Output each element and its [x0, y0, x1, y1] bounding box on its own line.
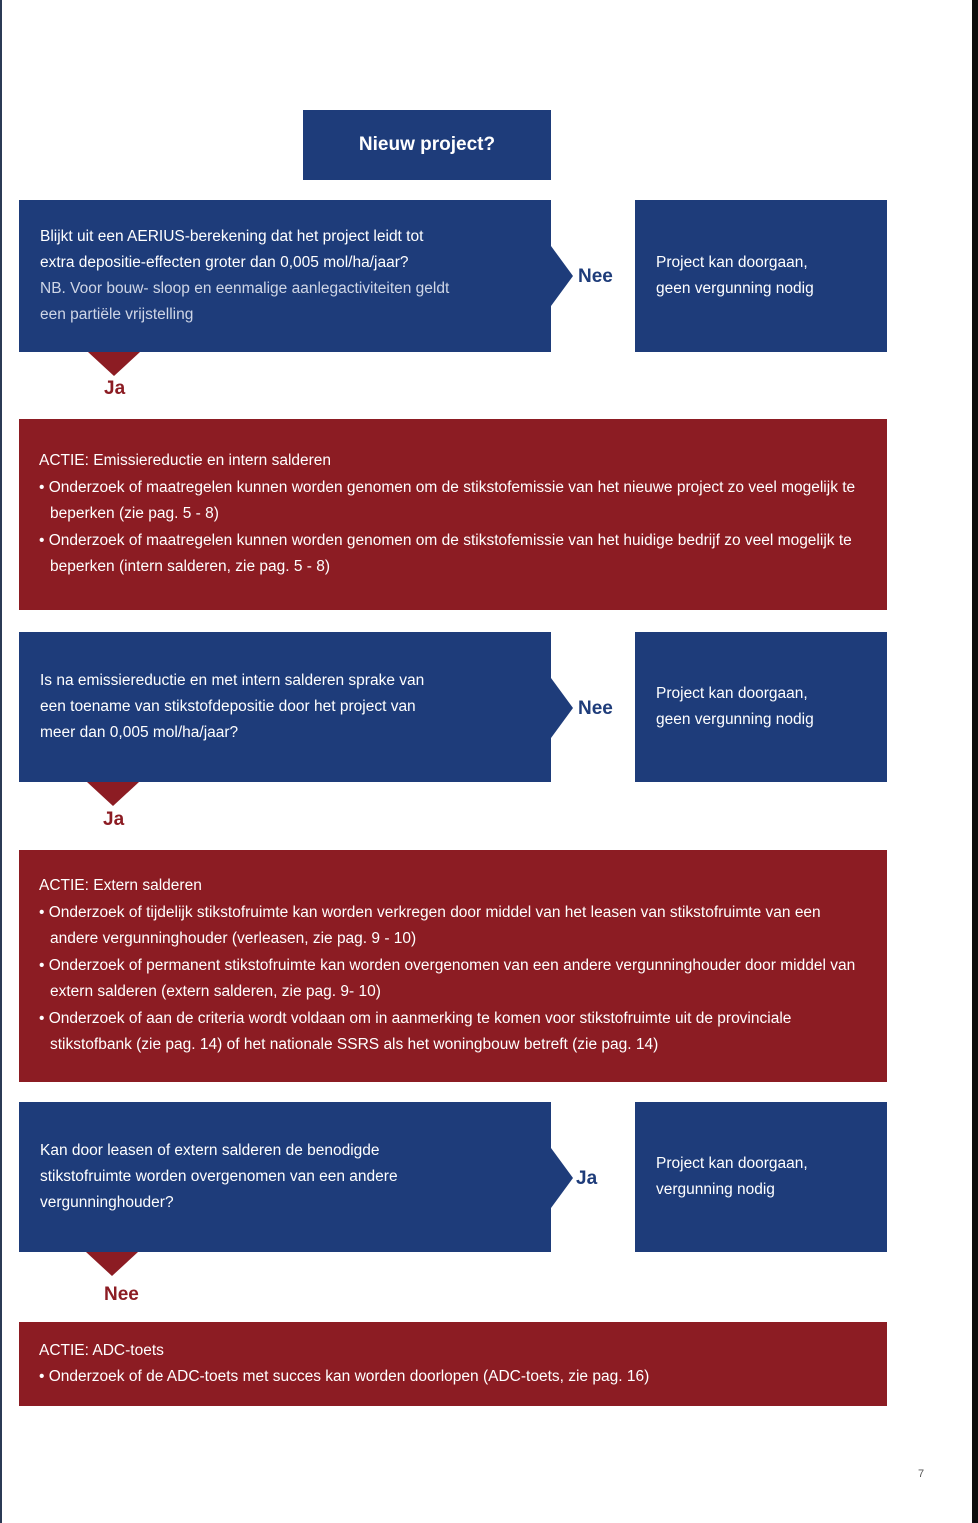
question-3-line-3: vergunninghouder?	[40, 1194, 174, 1211]
question-2-yes-label: Ja	[103, 809, 125, 830]
question-2-right-arrow	[551, 678, 573, 738]
question-1-yes-label: Ja	[104, 378, 126, 399]
action-2-box	[19, 850, 887, 1082]
question-3-down-arrow	[86, 1252, 138, 1276]
result-2-line-2: geen vergunning nodig	[656, 711, 814, 728]
question-3-yes-label: Ja	[576, 1168, 598, 1189]
question-2-line-3: meer dan 0,005 mol/ha/jaar?	[40, 724, 239, 741]
result-1-line-2: geen vergunning nodig	[656, 280, 814, 297]
action-2-bullet-3: • Onderzoek of aan de criteria wordt voldaan om in aanmerking te komen voor stikstofruimte uit de provinciale stikstofbank (zie pag. 14) of het nationale SSRS als het woningbouw betreft (zie pag. 14)	[39, 1009, 792, 1054]
start-node	[303, 110, 551, 180]
action-1-box	[19, 419, 887, 610]
question-2-no-label: Nee	[578, 698, 613, 719]
action-3-box	[19, 1322, 887, 1406]
left-page-edge	[0, 0, 2, 1523]
question-2-line-1: Is na emissiereductie en met intern salderen sprake van	[40, 672, 425, 689]
question-1-line-2: extra depositie-effecten groter dan 0,005 mol/ha/jaar?	[40, 254, 409, 271]
action-2-bullet-2: • Onderzoek of permanent stikstofruimte kan worden overgenomen van een andere vergunninghouder door middel van extern salderen (extern salderen, zie pag. 9- 10)	[39, 956, 856, 1001]
question-1-line-1: Blijkt uit een AERIUS-berekening dat het project leidt tot	[40, 228, 424, 245]
question-3-right-arrow	[551, 1148, 573, 1208]
question-1-box	[19, 200, 551, 352]
result-1-line-1: Project kan doorgaan,	[656, 254, 808, 271]
question-3-line-1: Kan door leasen of extern salderen de benodigde	[40, 1142, 380, 1159]
action-1-bullet-2: • Onderzoek of maatregelen kunnen worden genomen om de stikstofemissie van het huidige bedrijf zo veel mogelijk te beperken (intern salderen, zie pag. 5 - 8)	[39, 531, 852, 576]
result-2-line-1: Project kan doorgaan,	[656, 685, 808, 702]
action-1-bullet-1: • Onderzoek of maatregelen kunnen worden genomen om de stikstofemissie van het nieuwe project zo veel mogelijk te beperken (zie pag. 5 - 8)	[39, 478, 856, 523]
question-3-no-label: Nee	[104, 1284, 139, 1305]
question-1-note-line-2: een partiële vrijstelling	[40, 306, 194, 323]
action-3-bullet-1: • Onderzoek of de ADC-toets met succes kan worden doorlopen (ADC-toets, zie pag. 16)	[39, 1368, 650, 1385]
action-3-title: ACTIE: ADC-toets	[39, 1341, 164, 1359]
right-page-edge	[972, 0, 978, 1523]
question-2-box	[19, 632, 551, 782]
result-3-box	[635, 1102, 887, 1252]
question-1-note-line-1: NB. Voor bouw- sloop en eenmalige aanlegactiviteiten geldt	[40, 280, 450, 297]
question-2-down-arrow	[87, 782, 139, 806]
result-1-box	[635, 200, 887, 352]
question-3-box	[19, 1102, 551, 1252]
question-2-line-2: een toename van stikstofdepositie door het project van	[40, 698, 416, 715]
result-3-line-2: vergunning nodig	[656, 1181, 775, 1198]
question-1-right-arrow	[551, 246, 573, 306]
action-2-bullet-1: • Onderzoek of tijdelijk stikstofruimte kan worden verkregen door middel van het leasen van stikstofruimte van een andere vergunninghouder (verleasen, zie pag. 9 - 10)	[39, 903, 821, 948]
start-node-label: Nieuw project?	[358, 134, 496, 155]
result-3-line-1: Project kan doorgaan,	[656, 1155, 808, 1172]
result-2-box	[635, 632, 887, 782]
question-1-no-label: Nee	[578, 266, 613, 287]
action-2-title: ACTIE: Extern salderen	[39, 877, 202, 895]
question-1-down-arrow	[88, 352, 140, 376]
page-number: 7	[918, 1468, 925, 1480]
action-1-title: ACTIE: Emissiereductie en intern salderen	[39, 452, 332, 470]
question-3-line-2: stikstofruimte worden overgenomen van een andere	[40, 1168, 398, 1185]
